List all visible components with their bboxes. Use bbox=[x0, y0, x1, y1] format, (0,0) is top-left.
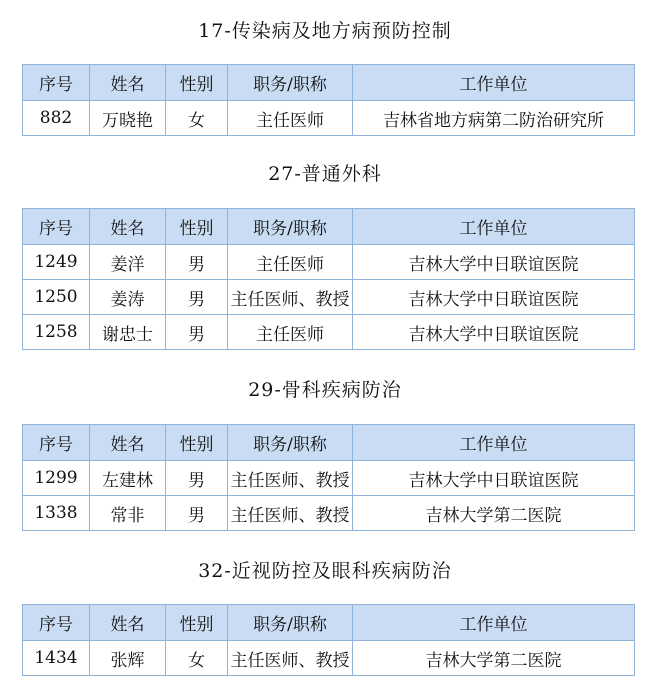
cell-workplace: 吉林大学中日联谊医院 bbox=[353, 245, 635, 280]
section-title: 32-近视防控及眼科疾病防治 bbox=[198, 560, 452, 582]
table-row bbox=[23, 315, 635, 350]
cell-name: 万晓艳 bbox=[90, 101, 166, 136]
cell-title: 主任医师 bbox=[228, 245, 353, 280]
header-workplace: 工作单位 bbox=[353, 209, 635, 245]
cell-serial: 1249 bbox=[23, 245, 90, 280]
header-gender: 性别 bbox=[166, 65, 228, 101]
header-serial: 序号 bbox=[23, 209, 90, 245]
cell-name: 左建林 bbox=[90, 461, 166, 496]
header-gender: 性别 bbox=[166, 209, 228, 245]
cell-serial: 1299 bbox=[23, 461, 90, 496]
section-title: 17-传染病及地方病预防控制 bbox=[198, 20, 452, 42]
cell-serial: 1258 bbox=[23, 315, 90, 350]
cell-title: 主任医师、教授 bbox=[228, 496, 353, 531]
cell-workplace: 吉林大学中日联谊医院 bbox=[353, 280, 635, 315]
cell-title: 主任医师、教授 bbox=[228, 280, 353, 315]
cell-workplace: 吉林大学第二医院 bbox=[353, 641, 635, 676]
header-serial: 序号 bbox=[23, 65, 90, 101]
staff-table bbox=[22, 208, 635, 350]
staff-table bbox=[22, 604, 635, 676]
table-row bbox=[23, 101, 635, 136]
staff-table bbox=[22, 424, 635, 531]
cell-serial: 882 bbox=[23, 101, 90, 136]
cell-gender: 女 bbox=[166, 101, 228, 136]
header-title: 职务/职称 bbox=[228, 605, 353, 641]
cell-title: 主任医师、教授 bbox=[228, 461, 353, 496]
cell-serial: 1250 bbox=[23, 280, 90, 315]
cell-gender: 女 bbox=[166, 641, 228, 676]
table-row bbox=[23, 496, 635, 531]
header-workplace: 工作单位 bbox=[353, 605, 635, 641]
cell-gender: 男 bbox=[166, 461, 228, 496]
table-row bbox=[23, 461, 635, 496]
cell-title: 主任医师 bbox=[228, 315, 353, 350]
header-gender: 性别 bbox=[166, 425, 228, 461]
cell-title: 主任医师、教授 bbox=[228, 641, 353, 676]
table-header-row bbox=[23, 65, 635, 101]
cell-gender: 男 bbox=[166, 280, 228, 315]
cell-gender: 男 bbox=[166, 315, 228, 350]
staff-table bbox=[22, 64, 635, 136]
header-name: 姓名 bbox=[90, 65, 166, 101]
table-header-row bbox=[23, 209, 635, 245]
header-workplace: 工作单位 bbox=[353, 425, 635, 461]
header-gender: 性别 bbox=[166, 605, 228, 641]
cell-workplace: 吉林省地方病第二防治研究所 bbox=[353, 101, 635, 136]
header-title: 职务/职称 bbox=[228, 425, 353, 461]
cell-title: 主任医师 bbox=[228, 101, 353, 136]
cell-serial: 1338 bbox=[23, 496, 90, 531]
table-header-row bbox=[23, 425, 635, 461]
header-title: 职务/职称 bbox=[228, 65, 353, 101]
header-name: 姓名 bbox=[90, 425, 166, 461]
header-serial: 序号 bbox=[23, 425, 90, 461]
cell-name: 谢忠士 bbox=[90, 315, 166, 350]
cell-gender: 男 bbox=[166, 496, 228, 531]
cell-name: 常非 bbox=[90, 496, 166, 531]
table-header-row bbox=[23, 605, 635, 641]
table-row bbox=[23, 280, 635, 315]
cell-workplace: 吉林大学中日联谊医院 bbox=[353, 315, 635, 350]
section-title: 27-普通外科 bbox=[268, 163, 382, 185]
header-workplace: 工作单位 bbox=[353, 65, 635, 101]
header-serial: 序号 bbox=[23, 605, 90, 641]
header-title: 职务/职称 bbox=[228, 209, 353, 245]
cell-name: 姜涛 bbox=[90, 280, 166, 315]
cell-workplace: 吉林大学第二医院 bbox=[353, 496, 635, 531]
section-title: 29-骨科疾病防治 bbox=[248, 379, 402, 401]
cell-name: 姜洋 bbox=[90, 245, 166, 280]
header-name: 姓名 bbox=[90, 605, 166, 641]
cell-gender: 男 bbox=[166, 245, 228, 280]
header-name: 姓名 bbox=[90, 209, 166, 245]
cell-workplace: 吉林大学中日联谊医院 bbox=[353, 461, 635, 496]
cell-name: 张辉 bbox=[90, 641, 166, 676]
table-row bbox=[23, 641, 635, 676]
cell-serial: 1434 bbox=[23, 641, 90, 676]
table-row bbox=[23, 245, 635, 280]
